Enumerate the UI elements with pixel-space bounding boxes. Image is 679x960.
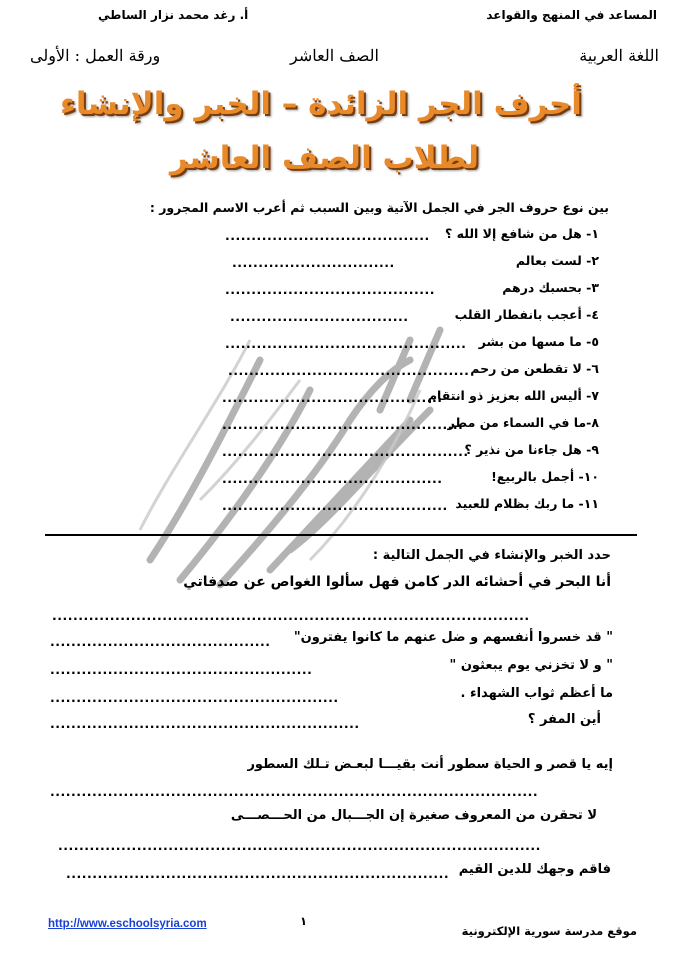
answer-dots: .......................................... (222, 390, 443, 405)
list-item: ٣- بحسبك درهم (502, 280, 599, 295)
section2-sentence: أنا البحر في أحشائه الدر كامن فهل سألوا الغواص عن صدفاتي (183, 574, 611, 590)
list-item: ١- هل من شافع إلا الله ؟ (445, 226, 599, 241)
answer-dots: .......................................... (222, 471, 443, 486)
poem-line: إيه يا قصر و الحياة سطور أنت بقيـــا لبعـض تـلك السطور (247, 757, 613, 772)
list-item: " و لا تخزني يوم يبعثون " (449, 658, 613, 673)
list-item: ٦- لا تقطعن من رحم (470, 361, 599, 376)
list-item: أين المفر ؟ (527, 712, 601, 727)
answer-dots: .............................................. (228, 363, 470, 378)
answer-dots: .................................................. (50, 662, 313, 677)
answer-dots: .............................................. (225, 336, 467, 351)
answer-dots: ............................................................................................. (50, 784, 539, 799)
footer-link[interactable]: http://www.eschoolsyria.com (48, 918, 207, 930)
answer-dots: ........................................... (222, 498, 448, 513)
header-grade: الصف العاشر (290, 46, 379, 65)
list-item: ٢- لست بعالم (515, 253, 599, 268)
answer-dots: ............................................................................................ (58, 838, 541, 853)
list-item: ١١- ما ربك بظلام للعبيد (455, 496, 599, 511)
section1-instruction: بين نوع حروف الجر في الجمل الآتية وبين السبب ثم أعرب الاسم المجرور : (149, 200, 609, 215)
answer-dots: .................................. (230, 309, 409, 324)
list-item: ٨-ما في السماء من مطر (447, 415, 599, 430)
list-item: ٥- ما مسها من بشر (478, 334, 599, 349)
section-divider (45, 534, 637, 536)
answer-dots: .............................................. (222, 417, 464, 432)
section2-instruction: حدد الخبر والإنشاء في الجمل التالية : (372, 548, 611, 563)
page-number: ١ (300, 914, 308, 928)
poem-line: لا تحقرن من المعروف صغيرة إن الجـــبال من الحـــصـــى (230, 808, 597, 823)
answer-dots: ........................................................... (50, 716, 360, 731)
header-worksheet: ورقة العمل : الأولى (30, 46, 161, 65)
list-item: " قد خسروا أنفسهم و ضل عنهم ما كانوا يفترون" (293, 630, 613, 645)
answer-dots: ....................................... (225, 228, 430, 243)
answer-dots: ............................... (232, 255, 395, 270)
header-subject: اللغة العربية (579, 46, 659, 65)
list-item: ١٠- أجمل بالربيع! (491, 469, 599, 484)
list-item: ٧- أليس الله بعزيز ذو انتقام (427, 388, 599, 403)
page-title: أحرف الجر الزائدة – الخبر والإنشاء (60, 86, 582, 122)
answer-dots: .......................................... (50, 634, 271, 649)
footer-site-name: موقع مدرسة سورية الإلكترونية (461, 924, 637, 938)
answer-dots: ........................................................................................... (52, 608, 530, 623)
header-right-text: المساعد في المنهج والقواعد (486, 8, 657, 22)
page-subtitle: لطلاب الصف العاشر (170, 140, 480, 176)
header-author: أ. رغد محمد نزار الساطي (98, 8, 249, 22)
list-item: ٩- هل جاءنا من نذير ؟ (464, 442, 599, 457)
answer-dots: ....................................................... (50, 690, 339, 705)
answer-dots: ........................................ (225, 282, 435, 297)
answer-dots: ............................................... (222, 444, 469, 459)
list-item: ما أعظم ثواب الشهداء . (460, 686, 613, 701)
list-item: فاقم وجهك للدين القيم (458, 862, 611, 877)
answer-dots: ......................................................................... (66, 866, 450, 881)
list-item: ٤- أعجب بانفطار القلب (454, 307, 599, 322)
